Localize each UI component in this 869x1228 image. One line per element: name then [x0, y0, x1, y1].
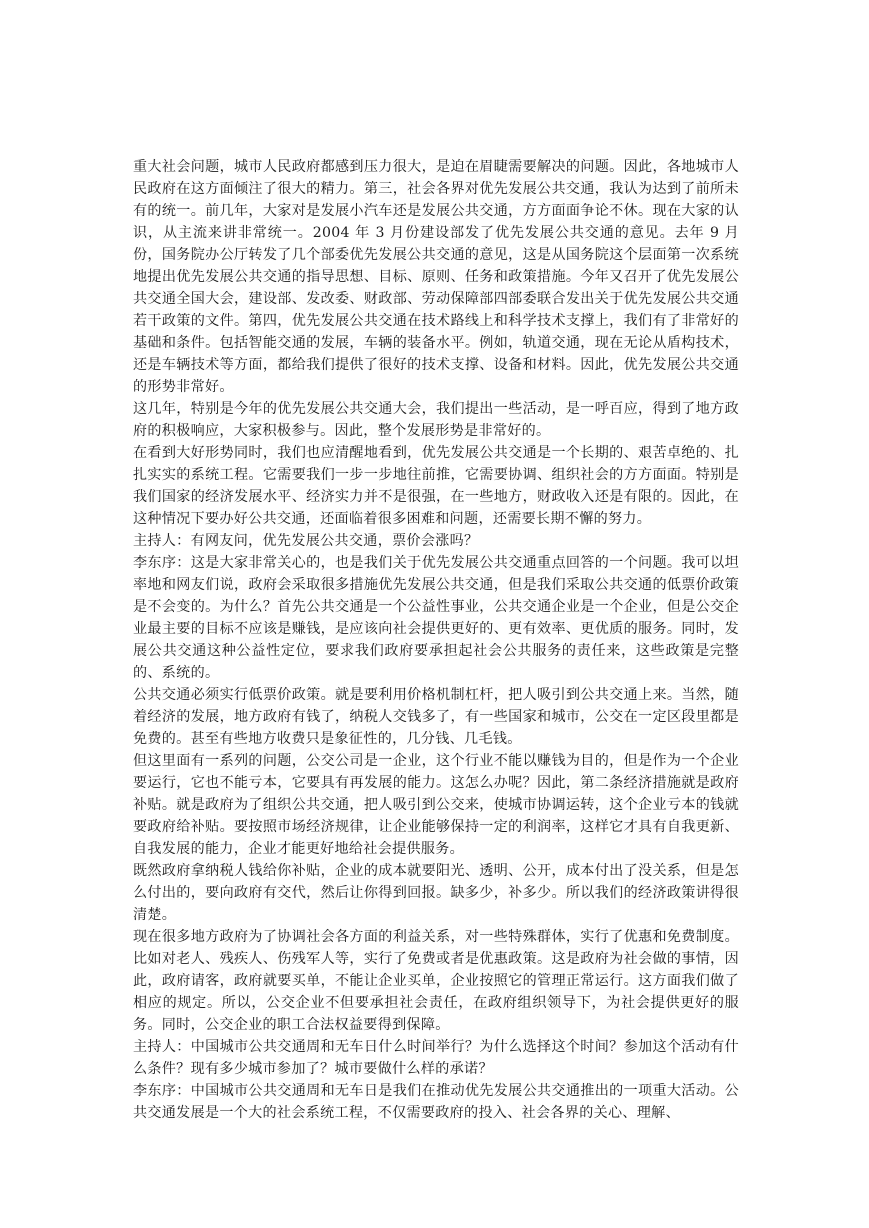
paragraph-7: 但这里面有一系列的问题，公交公司是一企业，这个行业不能以赚钱为目的，但是作为一个企业要运行，它也不能亏本，它要具有再发展的能力。这怎么办呢？因此，第二条经济措施就是政府补贴。就是政府为了组织公共交通，把人吸引到公交来，使城市协调运转，这个企业亏本的钱就要政府给补贴。要按照市场经济规律，让企业能够保持一定的利润率，这样它才具有自我更新、自我发展的能力，企业才能更好地给社会提供服务。 — [133, 753, 739, 857]
paragraph-4: 主持人：有网友问，优先发展公共交通，票价会涨吗？ — [133, 533, 479, 549]
paragraph-3: 在看到大好形势同时，我们也应清醒地看到，优先发展公共交通是一个长期的、艰苦卓绝的、扎扎实实的系统工程。它需要我们一步一步地往前推，它需要协调、组织社会的方方面面。特别是我们国家的经济发展水平、经济实力并不是很强，在一些地方，财政收入还是有限的。因此，在这种情况下要办好公共交通，还面临着很多困难和问题，还需要长期不懈的努力。 — [133, 445, 739, 527]
paragraph-5: 李东序：这是大家非常关心的，也是我们关于优先发展公共交通重点回答的一个问题。我可以坦率地和网友们说，政府会采取很多措施优先发展公共交通，但是我们采取公共交通的低票价政策是不会变的。为什么？首先公共交通是一个公益性事业，公共交通企业是一个企业，但是公交企业最主要的目标不应该是赚钱，是应该向社会提供更好的、更有效率、更优质的服务。同时，发展公共交通这种公益性定位，要求我们政府要承担起社会公共服务的责任来，这些政策是完整的、系统的。 — [133, 555, 739, 681]
document-body — [133, 156, 739, 1124]
paragraph-11: 李东序：中国城市公共交通周和无车日是我们在推动优先发展公共交通推出的一项重大活动。公共交通发展是一个大的社会系统工程，不仅需要政府的投入、社会各界的关心、理解、 — [133, 1083, 739, 1121]
paragraph-10: 主持人：中国城市公共交通周和无车日什么时间举行？为什么选择这个时间？参加这个活动有什么条件？现有多少城市参加了？城市要做什么样的承诺？ — [133, 1039, 739, 1077]
paragraph-2: 这几年，特别是今年的优先发展公共交通大会，我们提出一些活动，是一呼百应，得到了地方政府的积极响应，大家积极参与。因此，整个发展形势是非常好的。 — [133, 401, 739, 439]
paragraph-9: 现在很多地方政府为了协调社会各方面的利益关系，对一些特殊群体，实行了优惠和免费制度。比如对老人、残疾人、伤残军人等，实行了免费或者是优惠政策。这是政府为社会做的事情，因此，政府请客，政府就要买单，不能让企业买单，企业按照它的管理正常运行。这方面我们做了相应的规定。所以，公交企业不但要承担社会责任，在政府组织领导下，为社会提供更好的服务。同时，公交企业的职工合法权益要得到保障。 — [133, 929, 739, 1033]
paragraph-8: 既然政府拿纳税人钱给你补贴，企业的成本就要阳光、透明、公开，成本付出了没关系，但是怎么付出的，要向政府有交代，然后让你得到回报。缺多少，补多少。所以我们的经济政策讲得很清楚。 — [133, 863, 739, 923]
paragraph-1: 重大社会问题，城市人民政府都感到压力很大，是迫在眉睫需要解决的问题。因此，各地城市人民政府在这方面倾注了很大的精力。第三，社会各界对优先发展公共交通，我认为达到了前所未有的统一。前几年，大家对是发展小汽车还是发展公共交通，方方面面争论不休。现在大家的认识，从主流来讲非常统一。2004 年 3 月份建设部发了优先发展公共交通的意见。去年 9 月份，国务院办公厅转发了几个部委优先发展公共交通的意见，这是从国务院这个层面第一次系统地提出优先发展公共交通的指导思想、目标、原则、任务和政策措施。今年又召开了优先发展公共交通全国大会，建设部、发改委、财政部、劳动保障部四部委联合发出关于优先发展公共交通若干政策的文件。第四，优先发展公共交通在技术路线上和科学技术支撑上，我们有了非常好的基础和条件。包括智能交通的发展，车辆的装备水平。例如，轨道交通，现在无论从盾构技术，还是车辆技术等方面，都给我们提供了很好的技术支撑、设备和材料。因此，优先发展公共交通的形势非常好。 — [133, 159, 739, 395]
paragraph-6: 公共交通必须实行低票价政策。就是要利用价格机制杠杆，把人吸引到公共交通上来。当然，随着经济的发展，地方政府有钱了，纳税人交钱多了，有一些国家和城市，公交在一定区段里都是免费的。甚至有些地方收费只是象征性的，几分钱、几毛钱。 — [133, 687, 739, 747]
